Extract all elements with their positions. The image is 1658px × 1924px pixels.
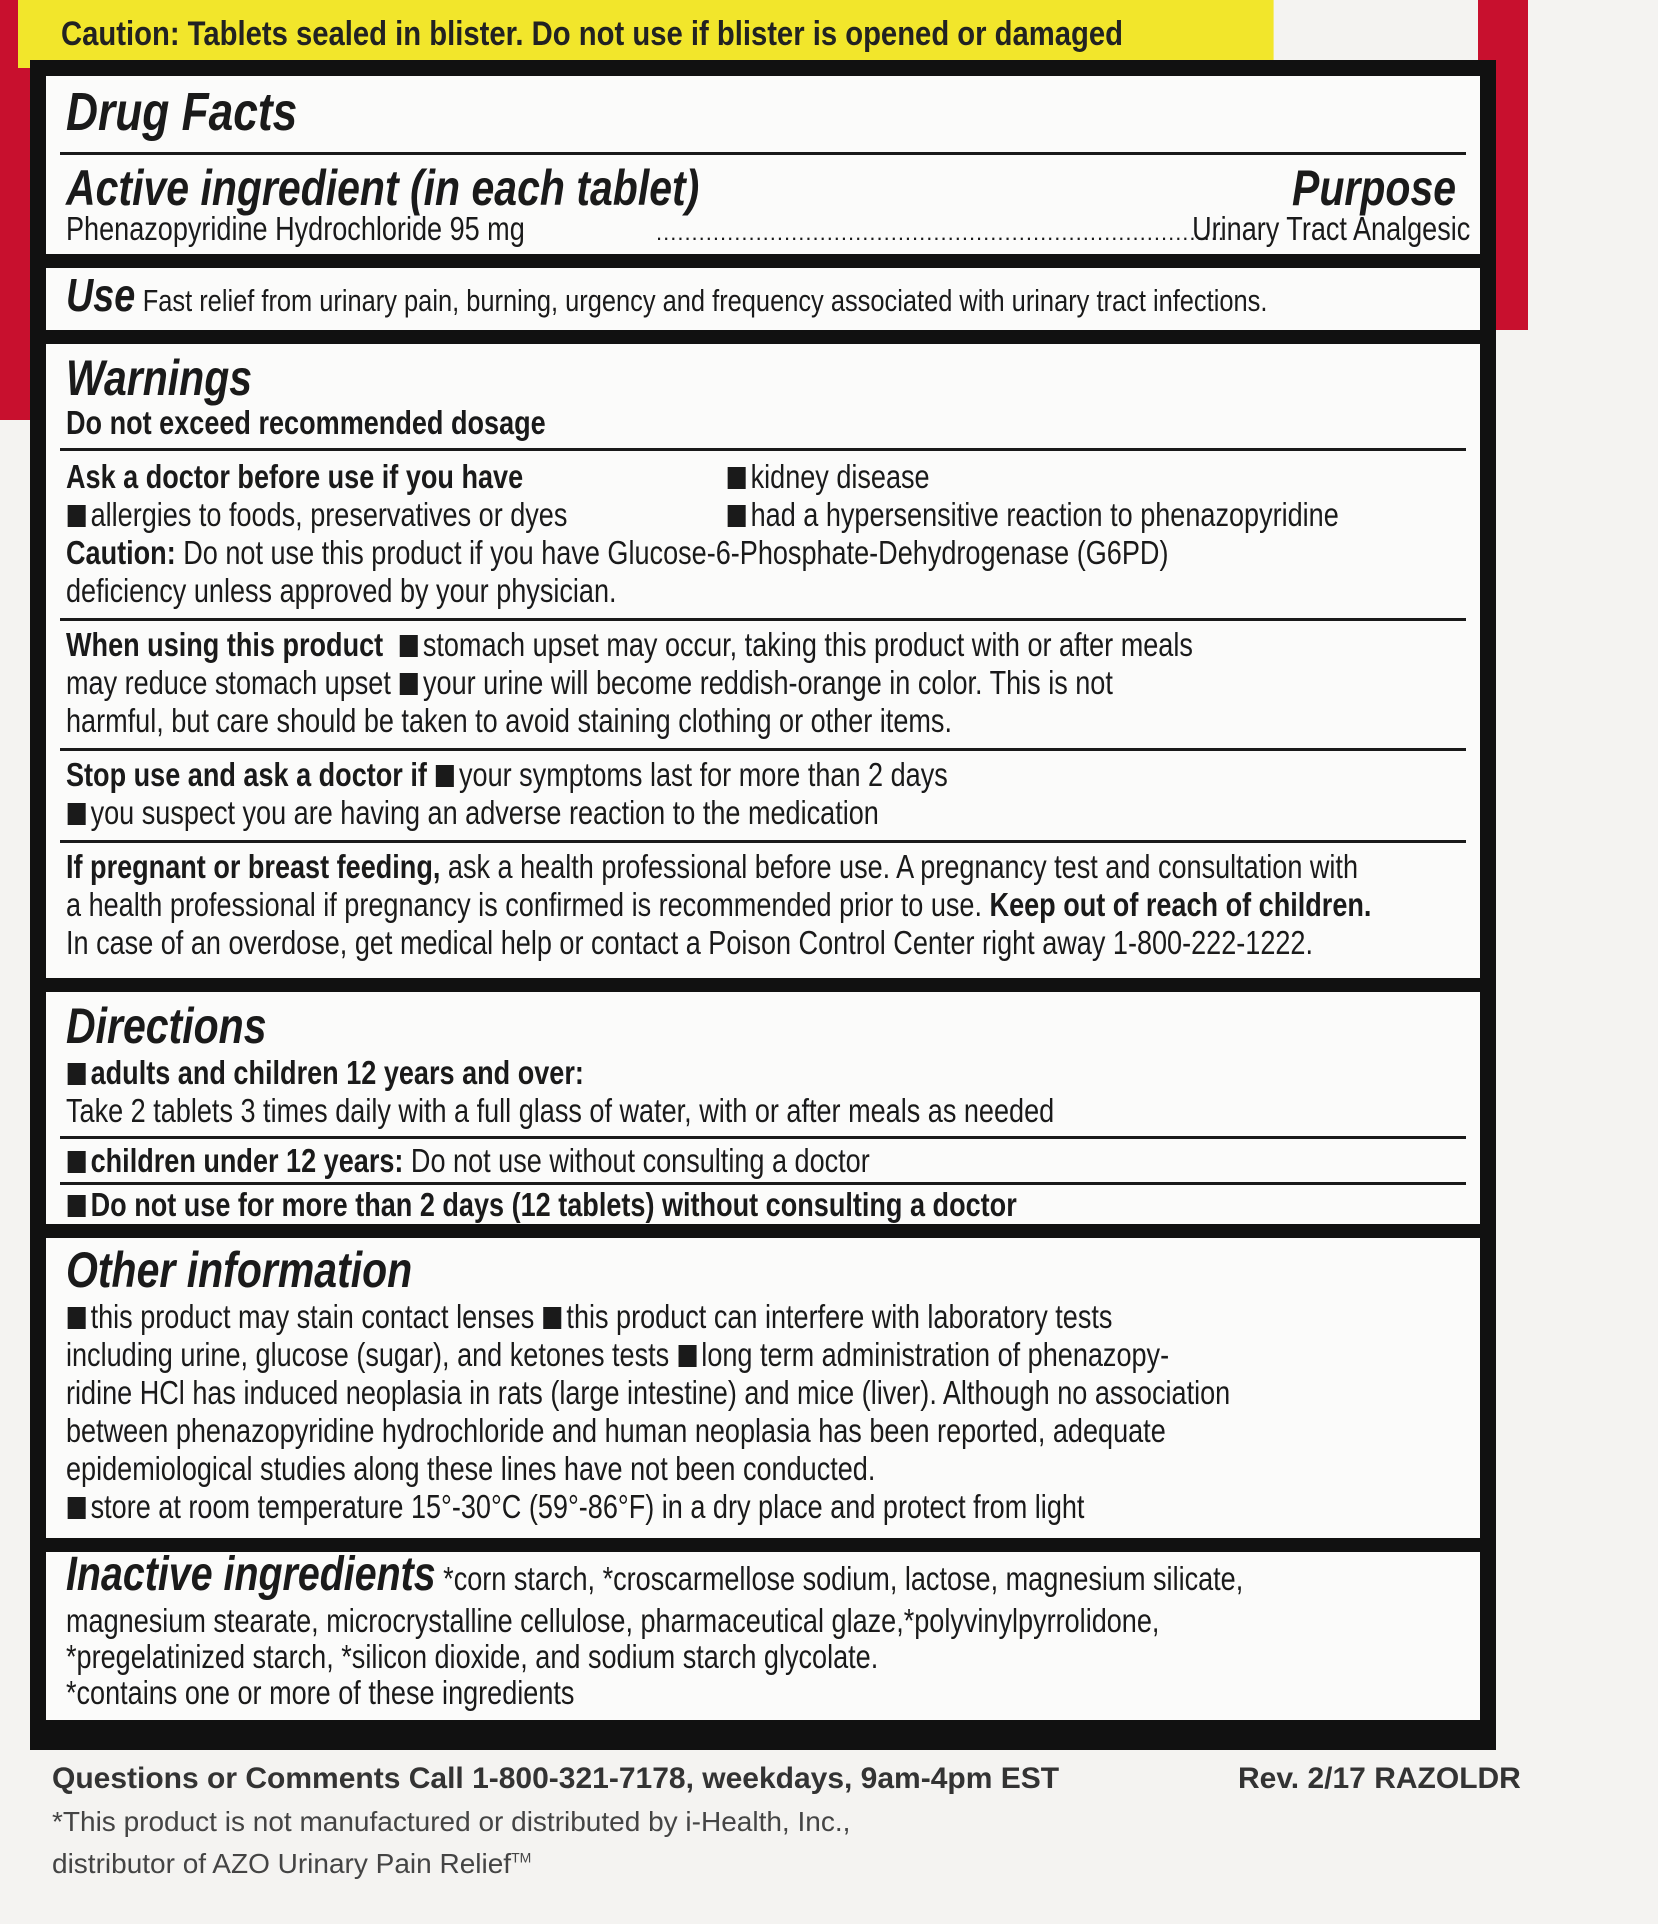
- bullet-square-icon: [68, 1307, 86, 1329]
- adults-text: Take 2 tablets 3 times daily with a full glass of water, with or after meals as needed: [66, 1092, 1055, 1129]
- leader-dots: ................................................................................: [656, 220, 1225, 245]
- caution-text-2: deficiency unless approved by your physician.: [66, 572, 617, 609]
- revision-label: [1238, 1762, 1521, 1796]
- limit-text: Do not use for more than 2 days (12 tablets) without consulting a doctor: [90, 1186, 1017, 1223]
- stop-item-symptoms: your symptoms last for more than 2 days: [458, 756, 948, 793]
- stop-item-adverse: you suspect you are having an adverse reaction to the medication: [90, 794, 879, 831]
- other-text-4: between phenazopyridine hydrochloride and human neoplasia has been reported, adequate: [66, 1412, 1166, 1449]
- when-using-text-2a: may reduce stomach upset: [66, 664, 391, 701]
- purpose-heading: Purpose: [1291, 160, 1456, 216]
- other-text-6: store at room temperature 15°-30°C (59°-86°F) in a dry place and protect from light: [90, 1488, 1085, 1525]
- drug-facts-panel: [30, 60, 1496, 1750]
- bullet-square-icon: [68, 1497, 86, 1519]
- revision-text: Rev. 2/17 RAZOLDR: [1238, 1762, 1521, 1795]
- bullet-square-icon: [728, 505, 746, 527]
- ask-doctor-heading: Ask a doctor before use if you have: [66, 458, 524, 495]
- bullet-square-icon: [400, 673, 418, 695]
- disclaimer-line-2: [52, 1848, 531, 1880]
- ask-item-allergies: allergies to foods, preservatives or dyes: [90, 496, 568, 533]
- inactive-text-3: *pregelatinized starch, *silicon dioxide, and sodium starch glycolate.: [66, 1638, 879, 1675]
- inactive-ingredients-box: [46, 1548, 1480, 1720]
- other-text-5: epidemiological studies along these lines have not been conducted.: [66, 1450, 876, 1487]
- bullet-square-icon: [68, 505, 86, 527]
- children-text: Do not use without consulting a doctor: [403, 1142, 870, 1179]
- ask-item-hypersensitive: had a hypersensitive reaction to phenazopyridine: [750, 496, 1339, 533]
- use-box: [46, 268, 1480, 330]
- disclaimer-text-2: distributor of AZO Urinary Pain Relief: [52, 1848, 512, 1879]
- other-text-2a: including urine, glucose (sugar), and ketones tests: [66, 1336, 670, 1373]
- pregnant-text-1: ask a health professional before use. A pregnancy test and consultation with: [440, 848, 1359, 885]
- directions-heading: Directions: [66, 998, 267, 1054]
- directions-box: [46, 992, 1480, 1224]
- bullet-square-icon: [68, 803, 86, 825]
- questions-line: [52, 1762, 1059, 1796]
- when-using-text-1: stomach upset may occur, taking this product with or after meals: [422, 626, 1193, 663]
- active-ingredient-box: [46, 76, 1480, 254]
- warnings-box: [46, 344, 1480, 978]
- bullet-square-icon: [68, 1063, 86, 1085]
- when-using-text-3: harmful, but care should be taken to avoid staining clothing or other items.: [66, 702, 952, 739]
- questions-text: Questions or Comments Call 1-800-321-7178, weekdays, 9am-4pm EST: [52, 1762, 1060, 1795]
- disclaimer-line-1: [52, 1806, 850, 1838]
- other-text-1b: this product can interfere with laboratory tests: [566, 1298, 1113, 1335]
- adults-heading: adults and children 12 years and over:: [90, 1054, 584, 1091]
- bullet-square-icon: [68, 1151, 86, 1173]
- disclaimer-text-1: *This product is not manufactured or distributed by i-Health, Inc.,: [52, 1806, 851, 1837]
- caution-text-1: Do not use this product if you have Glucose-6-Phosphate-Dehydrogenase (G6PD): [175, 534, 1169, 571]
- use-heading: Use: [66, 269, 136, 321]
- other-information-box: [46, 1238, 1480, 1538]
- banner-text: Caution: Tablets sealed in blister. Do not use if blister is opened or damaged: [61, 14, 1124, 53]
- warnings-heading: Warnings: [66, 350, 253, 406]
- active-ingredient-name: Phenazopyridine Hydrochloride 95 mg: [66, 210, 525, 247]
- other-text-3: ridine HCl has induced neoplasia in rats (large intestine) and mice (liver). Although no association: [66, 1374, 1231, 1411]
- pregnant-text-2: a health professional if pregnancy is confirmed is recommended prior to use.: [66, 886, 983, 923]
- children-heading: children under 12 years:: [90, 1142, 404, 1179]
- active-ingredient-heading: Active ingredient (in each tablet): [66, 160, 700, 216]
- stop-use-heading: Stop use and ask a doctor if: [66, 756, 427, 793]
- trademark-mark: TM: [511, 1849, 532, 1866]
- other-info-heading: Other information: [66, 1242, 413, 1298]
- warnings-subheading: Do not exceed recommended dosage: [66, 404, 546, 441]
- inactive-text-2: magnesium stearate, microcrystalline cellulose, pharmaceutical glaze,*polyvinylpyrrolidone,: [66, 1602, 1160, 1639]
- inactive-text-1: *corn starch, *croscarmellose sodium, lactose, magnesium silicate,: [435, 1560, 1244, 1597]
- ask-item-kidney: kidney disease: [750, 458, 930, 495]
- inactive-text-4: *contains one or more of these ingredients: [66, 1674, 575, 1711]
- bullet-square-icon: [68, 1195, 86, 1217]
- bullet-square-icon: [728, 467, 746, 489]
- other-text-2b: long term administration of phenazopy-: [701, 1336, 1170, 1373]
- bullet-square-icon: [678, 1345, 696, 1367]
- bullet-square-icon: [543, 1307, 561, 1329]
- pregnant-heading: If pregnant or breast feeding,: [66, 848, 441, 885]
- drug-facts-title: Drug Facts: [66, 82, 298, 142]
- blister-caution-banner: [18, 0, 1274, 68]
- when-using-text-2b: your urine will become reddish-orange in color. This is not: [423, 664, 1113, 701]
- bullet-square-icon: [400, 635, 418, 657]
- use-text: Fast relief from urinary pain, burning, urgency and frequency associated with urinary tract infections.: [142, 283, 1268, 318]
- keep-out-of-reach: Keep out of reach of children.: [982, 886, 1372, 923]
- other-text-1a: this product may stain contact lenses: [90, 1298, 535, 1335]
- inactive-heading: Inactive ingredients: [66, 1548, 436, 1601]
- overdose-text: In case of an overdose, get medical help or contact a Poison Control Center right away 1-800-222-1222.: [66, 924, 1314, 961]
- bullet-square-icon: [436, 765, 454, 787]
- when-using-heading: When using this product: [66, 626, 384, 663]
- caution-label: Caution:: [66, 534, 176, 571]
- purpose-text: Urinary Tract Analgesic: [1191, 210, 1470, 247]
